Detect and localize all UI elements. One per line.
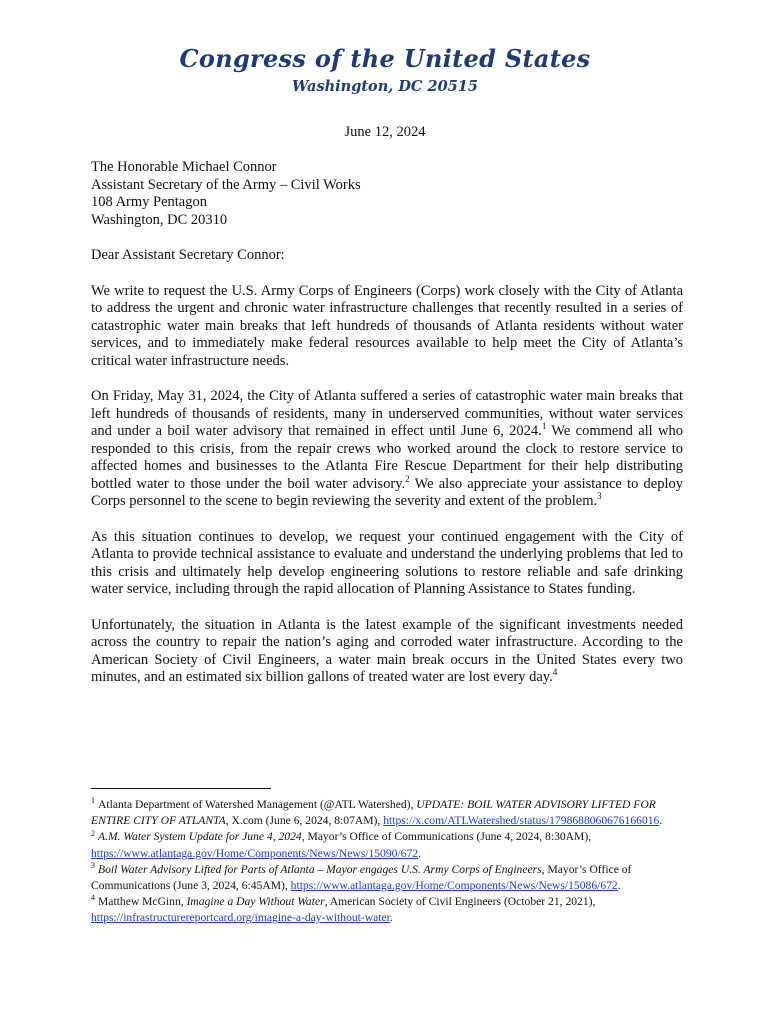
footnote-4-end: .	[389, 911, 393, 925]
paragraph-1: We write to request the U.S. Army Corps of Engineers (Corps) work closely with the City of Atlanta to address the urgent and chronic water infrastructure challenges that recently resulted in a series of catastrophic water main breaks that left hundreds of thousands of Atlanta residents without water services, and to immediately make federal resources available to help meet the City of Atlanta’s critical water infrastructure needs.	[91, 282, 683, 369]
paragraph-2-part-a: On Friday, May 31, 2024, the City of Atlanta suffered a series of catastrophic water main breaks that left hundreds of thousands of residents, many in underserved communities, without water services and under a boil water advisory that remained in effect until June 6, 2024.	[91, 388, 683, 439]
recipient-title: Assistant Secretary of the Army – Civil Works	[91, 176, 361, 193]
footnote-4-number: 4	[91, 893, 95, 903]
paragraph-4-text: Unfortunately, the situation in Atlanta is the latest example of the significant investments needed across the country to repair the nation’s aging and corroded water infrastructure. According to the American Society of Civil Engineers, a water main break occurs in the United States every two minutes, and an estimated six billion gallons of treated water are lost every day.	[91, 616, 683, 685]
letter-body	[91, 159, 683, 687]
footnote-4-link[interactable]: https://infrastructurereportcard.org/imagine-a-day-without-water	[91, 911, 390, 925]
paragraph-3: As this situation continues to develop, we request your continued engagement with the City of Atlanta to provide technical assistance to evaluate and understand the underlying problems that led to this crisis and ultimately help develop engineering solutions to restore reliable and safe drinking water service, including through the rapid allocation of Planning Assistance to States funding.	[91, 528, 683, 597]
footnote-2	[91, 829, 691, 861]
footnote-2-end: .	[418, 846, 421, 860]
footnote-2-link[interactable]: https://www.atlantaga.gov/Home/Components/News/News/15090/672	[91, 846, 419, 860]
footnote-3-end: .	[617, 879, 621, 893]
salutation: Dear Assistant Secretary Connor:	[91, 247, 285, 263]
footnote-4-title: Imagine a Day Without Water	[186, 895, 325, 909]
footnote-ref-3[interactable]: 3	[597, 491, 602, 502]
letterhead-subtitle: Washington, DC 20515	[292, 78, 478, 95]
letter-date: June 12, 2024	[344, 124, 426, 140]
footnote-ref-2[interactable]: 2	[405, 473, 410, 484]
footnote-divider	[91, 788, 271, 789]
footnote-ref-4[interactable]: 4	[552, 667, 558, 678]
paragraph-2	[91, 388, 683, 511]
footnote-2-title: A.M. Water System Update for June 4, 2024	[98, 830, 302, 844]
footnote-1-title: UPDATE: BOIL WATER ADVISORY LIFTED FOR ENTIRE CITY OF ATLANTA	[91, 798, 656, 828]
paragraph-2-part-c: We also appreciate your assistance to deploy Corps personnel to the scene to begin reviewing the severity and extent of the problem.	[91, 475, 683, 509]
footnote-ref-1[interactable]: 1	[541, 421, 547, 432]
footnote-2-post: , Mayor’s Office of Communications (June 4, 2024, 8:30AM),	[301, 830, 592, 844]
footnote-1-number: 1	[91, 796, 95, 806]
recipient-address	[91, 159, 683, 229]
footnote-3-link[interactable]: https://www.atlantaga.gov/Home/Components/News/News/15086/672	[290, 879, 618, 893]
recipient-address-line2: Washington, DC 20310	[91, 211, 228, 228]
footnote-1-link[interactable]: https://x.com/ATLWatershed/status/1798688060676166016	[383, 814, 660, 828]
footnote-3-post: , Mayor’s Office of Communications (June 3, 2024, 6:45AM),	[91, 862, 632, 893]
footnotes	[91, 797, 691, 927]
paragraph-2-part-b: We commend all who responded to this crisis, from the repair crews who worked around the clock to restore service to affected homes and businesses to the Atlanta Fire Rescue Department for their help distributing bottled water to those under the boil water advisory.	[91, 423, 683, 492]
footnote-3-number: 3	[91, 860, 95, 870]
footnote-2-number: 2	[91, 828, 95, 838]
footnote-1-pre: Atlanta Department of Watershed Management (@ATL Watershed),	[98, 798, 417, 811]
paragraph-4	[91, 617, 683, 687]
recipient-name: The Honorable Michael Connor	[91, 159, 277, 175]
footnote-4-post: , American Society of Civil Engineers (October 21, 2021),	[324, 895, 596, 909]
footnote-4	[91, 894, 691, 926]
footnote-4-pre: Matthew McGinn,	[98, 895, 187, 909]
letterhead	[0, 42, 770, 98]
footnote-1-post: , X.com (June 6, 2024, 8:07AM),	[225, 814, 384, 828]
footnote-3-title: Boil Water Advisory Lifted for Parts of Atlanta – Mayor engages U.S. Army Corps of Engineers	[98, 862, 542, 876]
footnote-1-end: .	[659, 814, 663, 828]
footnote-1	[91, 797, 691, 829]
footnote-3	[91, 862, 691, 894]
recipient-address-line1: 108 Army Pentagon	[91, 194, 207, 210]
letterhead-title: Congress of the United States	[179, 44, 591, 73]
